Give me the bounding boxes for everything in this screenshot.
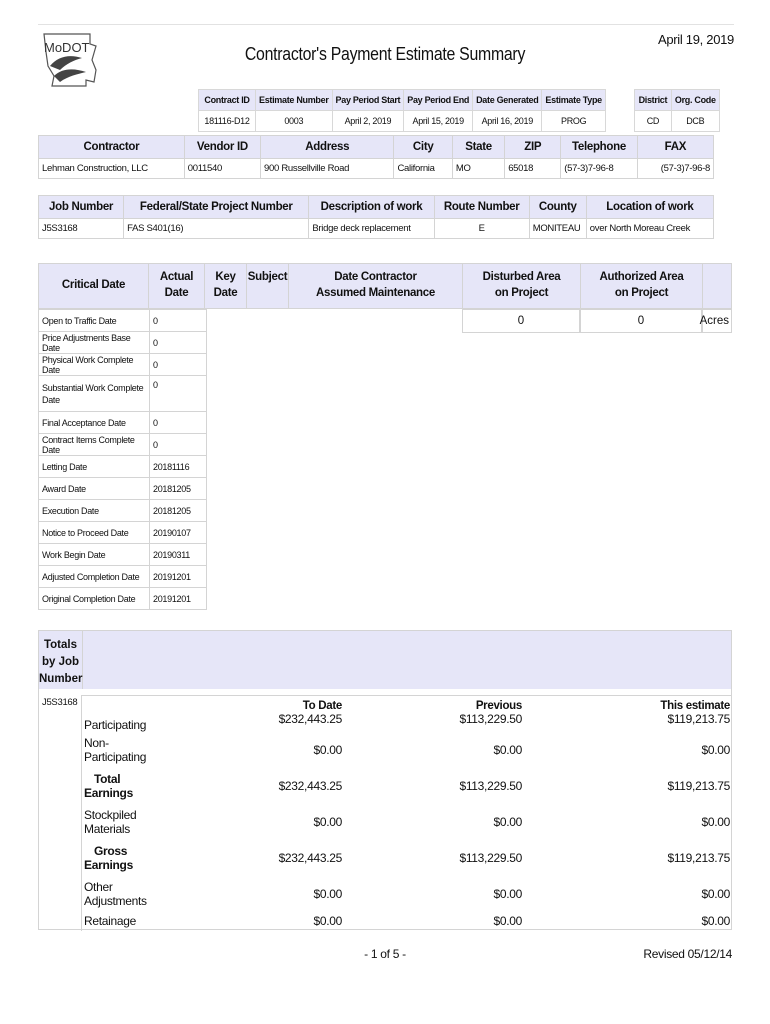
critical-date-label: Notice to Proceed Date	[39, 522, 150, 544]
page-number: - 1 of 5 -	[364, 947, 406, 961]
critical-date-value: 0	[150, 332, 207, 354]
area-unit: Acres	[702, 309, 732, 333]
critical-date-col-header: Critical Date	[39, 264, 149, 308]
totals-row: Other Adjustments $0.00 $0.00 $0.00	[84, 880, 730, 908]
maintenance-col-header: Date Contractor Assumed Maintenance	[289, 264, 463, 308]
contract-id-value: 181116-D12	[199, 111, 256, 132]
location-value: over North Moreau Creek	[586, 219, 713, 239]
county-header: County	[529, 196, 586, 219]
totals-row: Gross Earnings $232,443.25 $113,229.50 $119,213.75	[84, 844, 730, 872]
logo-text: MoDOT	[44, 40, 90, 55]
vendor-id-header: Vendor ID	[184, 136, 260, 159]
telephone-header: Telephone	[561, 136, 637, 159]
totals-grid	[81, 695, 732, 931]
zip-value: 65018	[505, 159, 561, 179]
project-number-header: Federal/State Project Number	[124, 196, 309, 219]
critical-date-label: Original Completion Date	[39, 588, 150, 610]
critical-date-label: Contract Items Complete Date	[39, 434, 150, 456]
address-header: Address	[261, 136, 394, 159]
org-code-header: Org. Code	[671, 90, 719, 111]
critical-date-value: 20191201	[150, 588, 207, 610]
critical-date-value: 20190311	[150, 544, 207, 566]
contractor-header: Contractor	[39, 136, 185, 159]
this-estimate-header: This estimate	[660, 700, 730, 712]
critical-date-label: Execution Date	[39, 500, 150, 522]
route-number-header: Route Number	[434, 196, 529, 219]
pay-period-start-header: Pay Period Start	[332, 90, 404, 111]
revision-date: Revised 05/12/14	[643, 947, 732, 961]
job-number-header: Job Number	[39, 196, 124, 219]
totals-job-number: J5S3168	[42, 697, 78, 708]
contractor-name: Lehman Construction, LLC	[39, 159, 185, 179]
org-code-value: DCB	[671, 111, 719, 132]
totals-row: Total Earnings $232,443.25 $113,229.50 $119,213.75	[84, 772, 730, 800]
critical-date-value: 0	[150, 354, 207, 376]
critical-date-label: Adjusted Completion Date	[39, 566, 150, 588]
critical-date-value: 20181205	[150, 500, 207, 522]
pay-period-end-value: April 15, 2019	[404, 111, 473, 132]
district-value: CD	[634, 111, 671, 132]
critical-date-value: 20191201	[150, 566, 207, 588]
job-table	[38, 195, 714, 239]
contract-info-table	[118, 89, 720, 132]
route-number-value: E	[434, 219, 529, 239]
critical-date-label: Award Date	[39, 478, 150, 500]
job-number-value: J5S3168	[39, 219, 124, 239]
authorized-area-value: 0	[580, 309, 702, 333]
critical-date-label: Work Begin Date	[39, 544, 150, 566]
key-date-col-header: Key Date	[205, 264, 247, 308]
totals-label: Totals by Job Number	[39, 631, 83, 689]
district-header: District	[634, 90, 671, 111]
critical-date-label: Letting Date	[39, 456, 150, 478]
description-header: Description of work	[309, 196, 434, 219]
critical-date-label: Open to Traffic Date	[39, 310, 150, 332]
totals-row: Non-Participating $0.00 $0.00 $0.00	[84, 736, 730, 764]
actual-date-col-header: Actual Date	[149, 264, 205, 308]
fax-header: FAX	[637, 136, 713, 159]
critical-date-value: 20190107	[150, 522, 207, 544]
estimate-number-header: Estimate Number	[256, 90, 333, 111]
county-value: MONITEAU	[529, 219, 586, 239]
report-date: April 19, 2019	[657, 32, 734, 47]
state-value: MO	[452, 159, 504, 179]
pay-period-end-header: Pay Period End	[404, 90, 473, 111]
totals-row: Retainage $0.00 $0.00 $0.00	[84, 914, 730, 928]
location-header: Location of work	[586, 196, 713, 219]
totals-row: Participating $232,443.25 $113,229.50 $119,213.75	[84, 712, 730, 732]
critical-date-value: 20181205	[150, 478, 207, 500]
estimate-type-value: PROG	[542, 111, 605, 132]
critical-date-value: 0	[150, 434, 207, 456]
critical-date-table	[38, 309, 207, 610]
city-header: City	[394, 136, 452, 159]
authorized-area-col-header: Authorized Area on Project	[581, 264, 703, 308]
critical-date-value: 0	[150, 412, 207, 434]
critical-date-label: Final Acceptance Date	[39, 412, 150, 434]
to-date-header: To Date	[302, 700, 342, 712]
address-value: 900 Russellville Road	[261, 159, 394, 179]
pay-period-start-value: April 2, 2019	[332, 111, 404, 132]
estimate-type-header: Estimate Type	[542, 90, 605, 111]
totals-row: Stockpiled Materials $0.00 $0.00 $0.00	[84, 808, 730, 836]
estimate-number-value: 0003	[256, 111, 333, 132]
city-value: California	[394, 159, 452, 179]
critical-date-value: 20181116	[150, 456, 207, 478]
critical-date-label: Substantial Work Complete Date	[39, 376, 150, 412]
page-title: Contractor's Payment Estimate Summary	[244, 44, 526, 64]
date-generated-value: April 16, 2019	[473, 111, 542, 132]
vendor-id-value: 0011540	[184, 159, 260, 179]
contract-id-header: Contract ID	[199, 90, 256, 111]
critical-date-value: 0	[150, 310, 207, 332]
critical-date-label: Physical Work Complete Date	[39, 354, 150, 376]
fax-value: (57-3)7-96-8	[637, 159, 713, 179]
disturbed-area-value: 0	[462, 309, 580, 333]
critical-date-label: Price Adjustments Base Date	[39, 332, 150, 354]
disturbed-area-col-header: Disturbed Area on Project	[463, 264, 581, 308]
date-generated-header: Date Generated	[473, 90, 542, 111]
state-header: State	[452, 136, 504, 159]
critical-date-header	[38, 263, 732, 309]
contractor-table	[38, 135, 714, 179]
subject-col-header: Subject	[247, 264, 289, 308]
critical-date-value: 0	[150, 376, 207, 412]
description-value: Bridge deck replacement	[309, 219, 434, 239]
previous-header: Previous	[475, 700, 522, 712]
zip-header: ZIP	[505, 136, 561, 159]
telephone-value: (57-3)7-96-8	[561, 159, 637, 179]
totals-section	[38, 630, 732, 930]
project-number-value: FAS S401(16)	[124, 219, 309, 239]
header-rule	[38, 24, 734, 25]
